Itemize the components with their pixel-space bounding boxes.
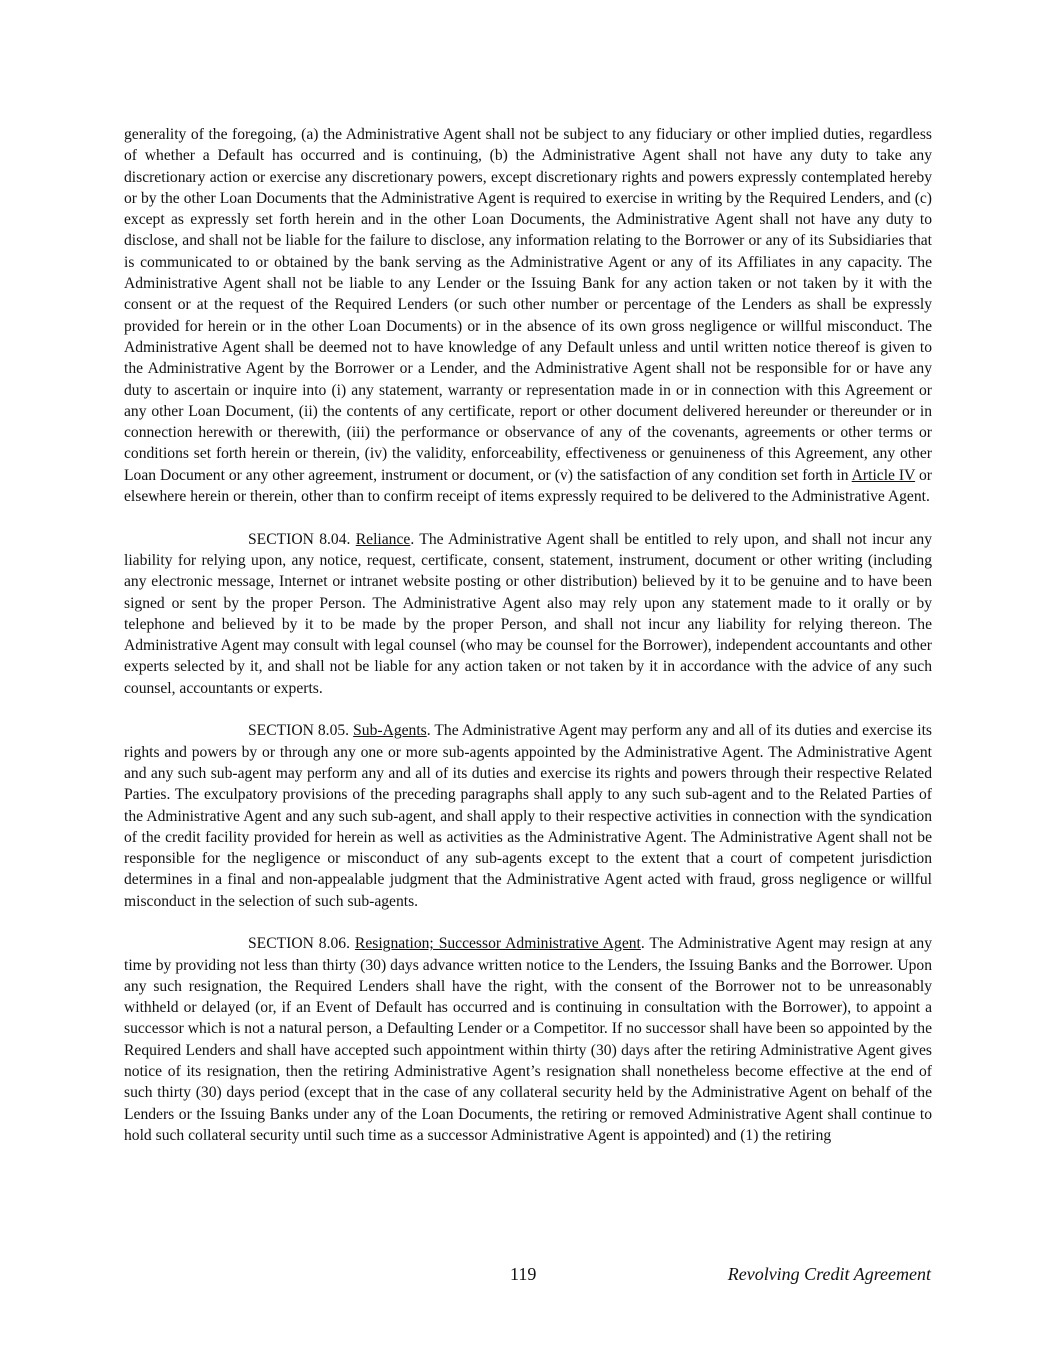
section-heading: Sub-Agents [353, 722, 427, 740]
article-iv-reference: Article IV [851, 466, 916, 484]
section-number: SECTION 8.06. [248, 935, 355, 953]
paragraph-text: generality of the foregoing, (a) the Administrative Agent shall not be subject to any fiduciary or other implied duties, regardless of whether a Default has occurred and is continuing, (b) the Administrative Agent shall not have any duty to take any discretionary action or exercise any discretionary powers, except discretionary rights and powers expressly contemplated hereby or by the other Loan Documents that the Administrative Agent is required to exercise in writing by the Required Lenders, and (c) except as expressly set forth herein and in the other Loan Documents, the Administrative Agent shall not have any duty to disclose, and shall not be liable for the failure to disclose, any information relating to the Borrower or any of its Subsidiaries that is communicated to or obtained by the bank serving as the Administrative Agent or any of its Affiliates in any capacity. The Administrative Agent shall not be liable to any Lender or the Issuing Bank for any action taken or not taken by it with the consent or at the request of the Required Lenders (or such other number or percentage of the Lenders as shall be expressly provided for herein or in the other Loan Documents) or in the absence of its own gross negligence or willful misconduct. The Administrative Agent shall be deemed not to have knowledge of any Default unless and until written notice thereof is given to the Administrative Agent by the Borrower or a Lender, and the Administrative Agent shall not be responsible for or have any duty to ascertain or inquire into (i) any statement, warranty or representation made in or in connection with this Agreement or any other Loan Document, (ii) the contents of any certificate, report or other document delivered hereunder or thereunder or in connection herewith or therewith, (iii) the performance or observance of any of the covenants, agreements or other terms or conditions set forth herein or therein, (iv) the validity, enforceability, effectiveness or genuineness of this Agreement, any other Loan Document or any other agreement, instrument or document, or (v) the satisfaction of any condition set forth in [124, 126, 932, 484]
paragraph-text: . The Administrative Agent may perform any and all of its duties and exercise its rights and powers by or through any one or more sub-agents appointed by the Administrative Agent. The Administrative Agent and any such sub-agent may perform any and all of its duties and exercise its rights and powers through their respective Related Parties. The exculpatory provisions of the preceding paragraphs shall apply to any such sub-agent and to the Related Parties of the Administrative Agent and any such sub-agent, and shall apply to their respective activities in connection with the syndication of the credit facility provided for herein as well as activities as the Administrative Agent. The Administrative Agent shall not be responsible for the negligence or misconduct of any sub-agents except to the extent that a court of competent jurisdiction determines in a final and non-appealable judgment that the Administrative Agent acted with fraud, gross negligence or willful misconduct in the selection of such sub-agents. [124, 722, 933, 910]
section-8-05-sub-agents [124, 720, 932, 912]
paragraph-agent-duties [124, 124, 932, 507]
page-number: 119 [510, 1264, 537, 1284]
document-title: Revolving Credit Agreement [727, 1264, 931, 1284]
section-8-04-reliance [124, 529, 932, 699]
page-body [124, 124, 932, 1168]
section-heading: Resignation; Successor Administrative Agent [354, 935, 641, 953]
section-8-06-resignation [124, 933, 932, 1146]
paragraph-text: . The Administrative Agent may resign at any time by providing not less than thirty (30) days advance written notice to the Lenders, the Issuing Banks and the Borrower. Upon any such resignation, the Required Lenders shall have the right, with the consent of the Borrower not to be unreasonably withheld or delayed (or, if an Event of Default has occurred and is continuing in consultation with the Borrower), to appoint a successor which is not a natural person, a Defaulting Lender or a Competitor. If no successor shall have been so appointed by the Required Lenders and shall have accepted such appointment within thirty (30) days after the retiring Administrative Agent gives notice of its resignation, then the retiring Administrative Agent’s resignation shall nonetheless become effective at the end of such thirty (30) days period (except that in the case of any collateral security held by the Administrative Agent on behalf of the Lenders or the Issuing Banks under any of the Loan Documents, the retiring or removed Administrative Agent shall continue to hold such collateral security until such time as a successor Administrative Agent is appointed) and (1) the retiring [124, 935, 932, 1144]
section-number: SECTION 8.05. [248, 722, 354, 740]
paragraph-text: . The Administrative Agent shall be entitled to rely upon, and shall not incur any liability for relying upon, any notice, request, certificate, consent, statement, instrument, document or other writing (including any electronic message, Internet or intranet website posting or other distribution) believed by it to be genuine and to have been signed or sent by the proper Person. The Administrative Agent also may rely upon any statement made to it orally or by telephone and believed by it to be made by the proper Person, and shall not incur any liability for relying thereon. The Administrative Agent may consult with legal counsel (who may be counsel for the Borrower), independent accountants and other experts selected by it, and shall not be liable for any action taken or not taken by it in accordance with the advice of any such counsel, accountants or experts. [124, 530, 932, 697]
section-number: SECTION 8.04. [248, 530, 356, 548]
page-footer [0, 1264, 1055, 1290]
paragraph-text: or elsewhere herein or therein, other than to confirm receipt of items expressly required to be delivered to the Administrative Agent. [124, 466, 932, 506]
section-heading: Reliance [355, 530, 411, 548]
